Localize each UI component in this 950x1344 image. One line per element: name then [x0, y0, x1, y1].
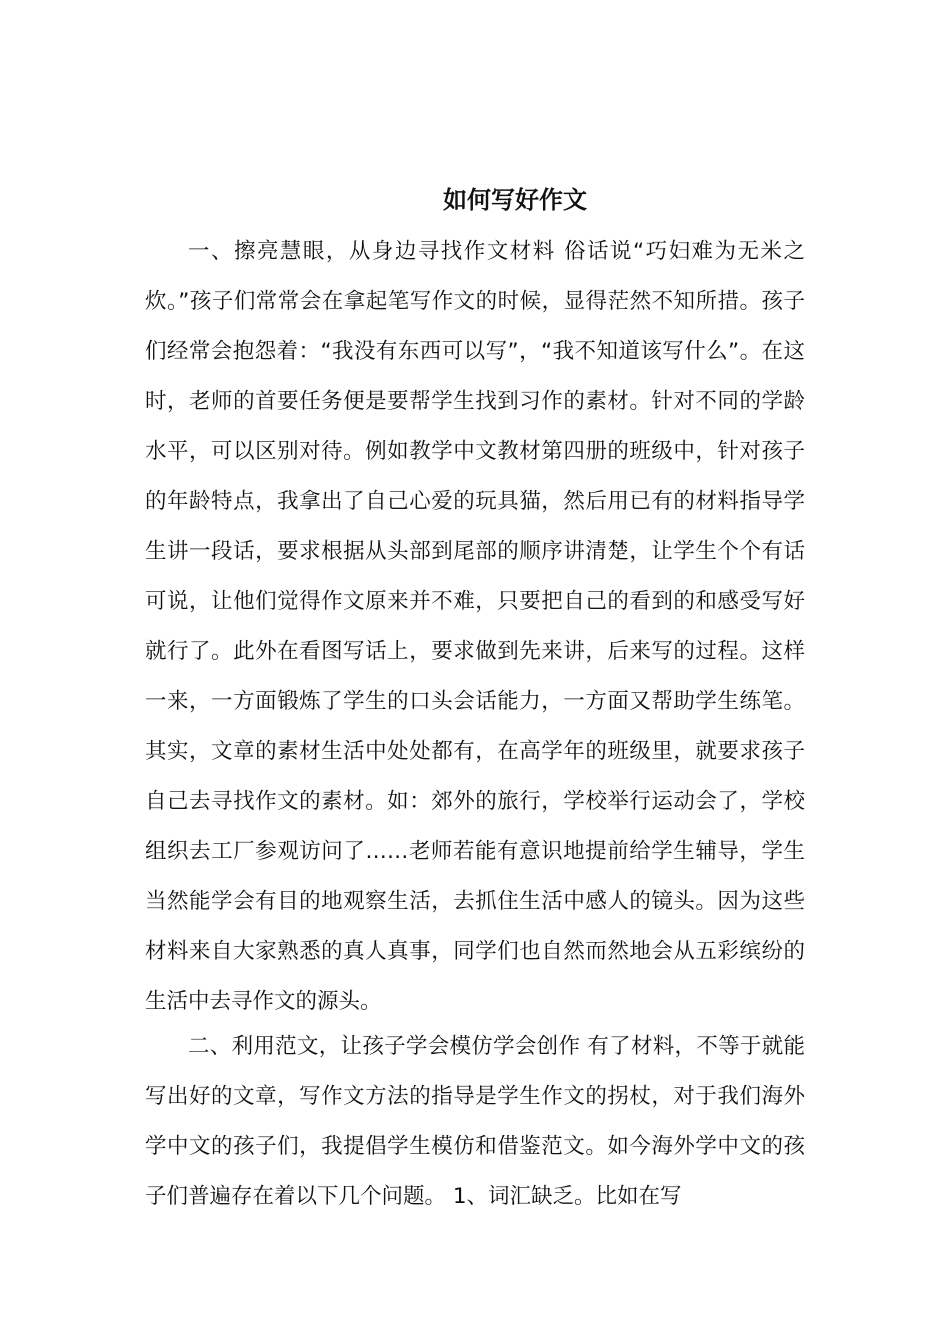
paragraph-1: 一、擦亮慧眼，从身边寻找作文材料 俗话说“巧妇难为无米之炊。”孩子们常常会在拿起笔写作文的时候，显得茫然不知所措。孩子们经常会抱怨着：“我没有东西可以写”，“我不知道该写什么”。在这时，老师的首要任务便是要帮学生找到习作的素材。针对不同的学龄水平，可以区别对待。例如教学中文教材第四册的班级中，针对孩子的年龄特点，我拿出了自己心爱的玩具猫，然后用已有的材料指导学生讲一段话，要求根据从头部到尾部的顺序讲清楚，让学生个个有话可说，让他们觉得作文原来并不难，只要把自己的看到的和感受写好就行了。此外在看图写话上，要求做到先来讲，后来写的过程。这样一来，一方面锻炼了学生的口头会话能力，一方面又帮助学生练笔。其实，文章的素材生活中处处都有，在高学年的班级里，就要求孩子自己去寻找作文的素材。如：郊外的旅行，学校举行运动会了，学校组织去工厂参观访问了……老师若能有意识地提前给学生辅导，学生当然能学会有目的地观察生活，去抓住生活中感人的镜头。因为这些材料来自大家熟悉的真人真事，同学们也自然而然地会从五彩缤纷的生活中去寻作文的源头。: [145, 239, 805, 1014]
document-title: 如何写好作文: [443, 185, 587, 214]
paragraph-2: 二、利用范文，让孩子学会模仿学会创作 有了材料，不等于就能写出好的文章，写作文方法的指导是学生作文的拐杖，对于我们海外学中文的孩子们，我提倡学生模仿和借鉴范文。如今海外学中文的孩子们普遍存在着以下几个问题。 1、词汇缺乏。比如在写: [145, 1034, 805, 1209]
